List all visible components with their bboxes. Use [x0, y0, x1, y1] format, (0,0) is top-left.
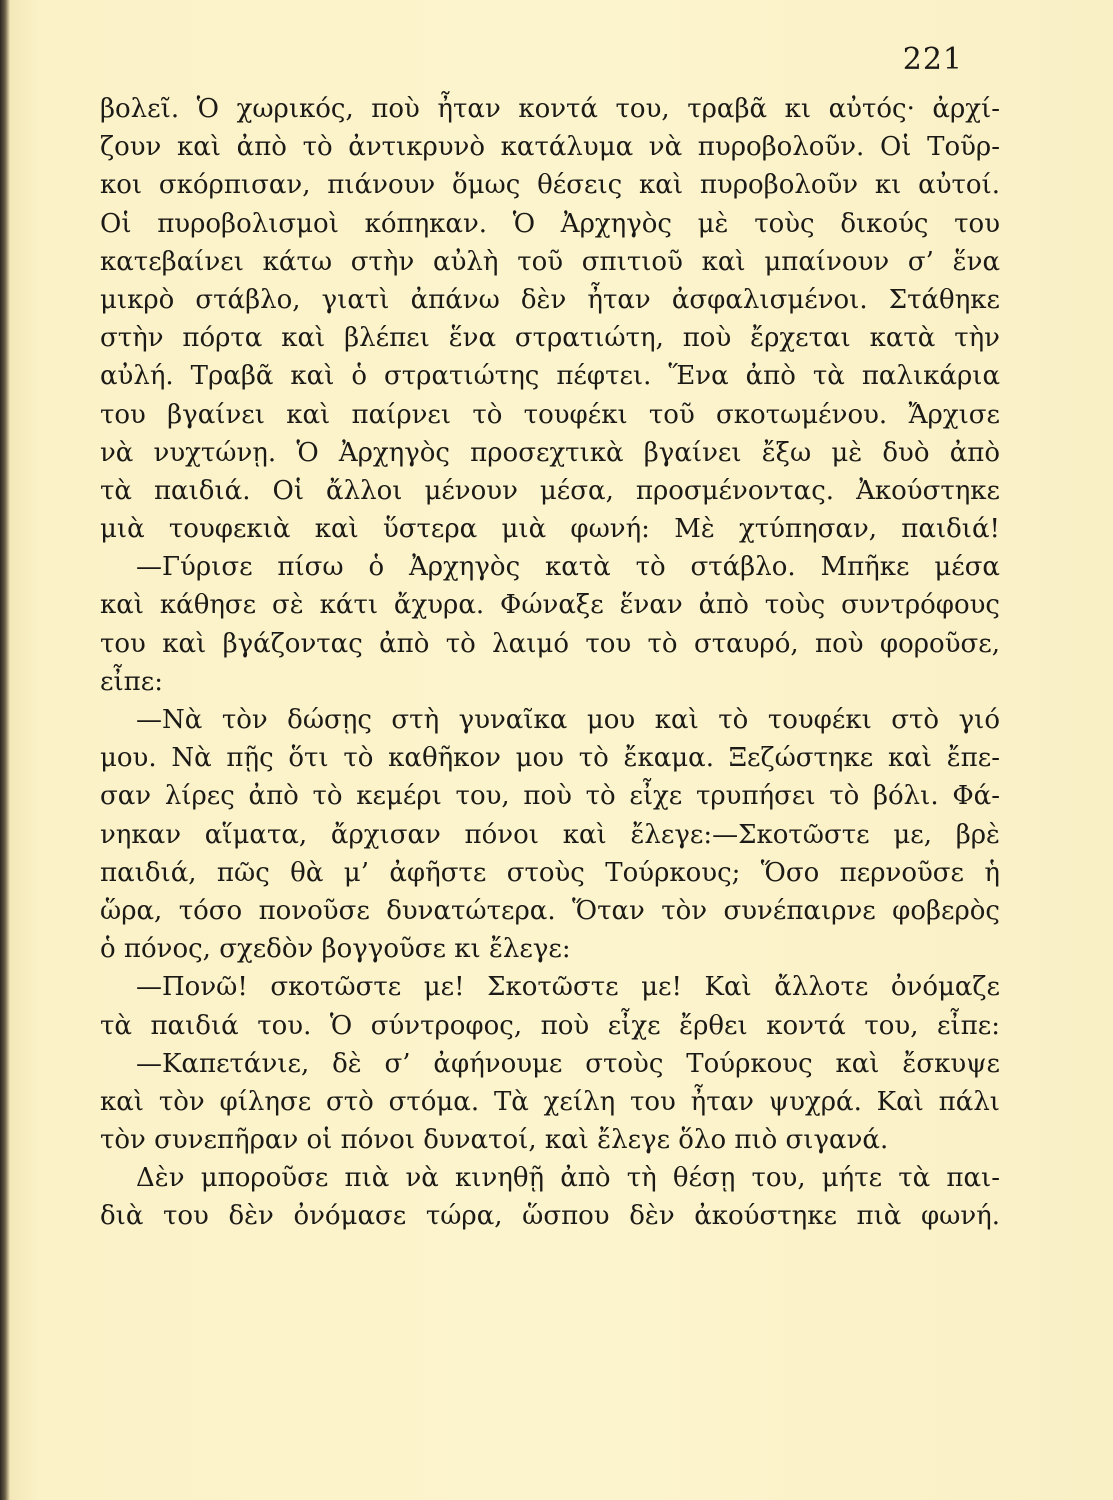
text-line: παιδιά, πῶς θὰ μ’ ἀφῆστε στοὺς Τούρκους; Ὅσο περνοῦσε ἡ	[100, 857, 1000, 888]
text-line: τὸν συνεπῆραν οἱ πόνοι δυνατοί, καὶ ἔλεγε ὅλο πιὸ σιγανά.	[100, 1125, 889, 1156]
text-line: Οἱ πυροβολισμοὶ κόπηκαν. Ὁ Ἀρχηγὸς μὲ τοὺς δικούς του	[100, 208, 1000, 239]
text-line: εἶπε:	[100, 666, 163, 697]
text-line: του βγαίνει καὶ παίρνει τὸ τουφέκι τοῦ σκοτωμένου. Ἄρχισε	[100, 399, 1000, 430]
text-line: —Γύρισε πίσω ὁ Ἀρχηγὸς κατὰ τὸ στάβλο. Μπῆκε μέσα	[136, 552, 1000, 583]
body-text	[100, 90, 1000, 1236]
text-line: του καὶ βγάζοντας ἀπὸ τὸ λαιμό του τὸ σταυρό, ποὺ φοροῦσε,	[100, 628, 1000, 659]
text-line: βολεῖ. Ὁ χωρικός, ποὺ ἦταν κοντά του, τραβᾶ κι αὐτός· ἀρχί-	[100, 94, 1000, 124]
text-line: ὥρα, τόσο πονοῦσε δυνατώτερα. Ὅταν τὸν συνέπαιρνε φοβερὸς	[100, 895, 1000, 926]
text-line: σαν λίρες ἀπὸ τὸ κεμέρι του, ποὺ τὸ εἶχε τρυπήσει τὸ βόλι. Φά-	[100, 781, 1000, 812]
text-line: τὰ παιδιά. Οἱ ἄλλοι μένουν μέσα, προσμένοντας. Ἀκούστηκε	[100, 475, 1000, 506]
text-line: τὰ παιδιά του. Ὁ σύντροφος, ποὺ εἶχε ἔρθει κοντά του, εἶπε:	[100, 1010, 1000, 1041]
text-line: μιὰ τουφεκιὰ καὶ ὕστερα μιὰ φωνή: Μὲ χτύπησαν, παιδιά!	[100, 514, 1000, 545]
text-line: διὰ του δὲν ὀνόμασε τώρα, ὥσπου δὲν ἀκούστηκε πιὰ φωνή.	[100, 1201, 1000, 1232]
page-binding-edge	[0, 0, 10, 1500]
text-line: μου. Νὰ πῇς ὅτι τὸ καθῆκον μου τὸ ἔκαμα. Ξεζώστηκε καὶ ἔπε-	[100, 743, 1000, 774]
text-line: ζουν καὶ ἀπὸ τὸ ἀντικρυνὸ κατάλυμα νὰ πυροβολοῦν. Οἱ Τοῦρ-	[100, 132, 1000, 163]
text-line: μικρὸ στάβλο, γιατὶ ἀπάνω δὲν ἦταν ἀσφαλισμένοι. Στάθηκε	[100, 284, 1000, 315]
text-line: αὐλή. Τραβᾶ καὶ ὁ στρατιώτης πέφτει. Ἕνα ἀπὸ τὰ παλικάρια	[100, 361, 1000, 392]
text-line: ὁ πόνος, σχεδὸν βογγοῦσε κι ἔλεγε:	[100, 934, 571, 965]
page-number: 221	[902, 42, 963, 77]
text-line: κατεβαίνει κάτω στὴν αὐλὴ τοῦ σπιτιοῦ καὶ μπαίνουν σ’ ἕνα	[100, 246, 1000, 277]
text-line: νηκαν αἵματα, ἄρχισαν πόνοι καὶ ἔλεγε:—Σκοτῶστε με, βρὲ	[100, 819, 1000, 850]
text-line: —Πονῶ! σκοτῶστε με! Σκοτῶστε με! Καὶ ἄλλοτε ὀνόμαζε	[136, 972, 1000, 1003]
text-line: καὶ κάθησε σὲ κάτι ἄχυρα. Φώναξε ἕναν ἀπὸ τοὺς συντρόφους	[100, 590, 1000, 621]
text-line: νὰ νυχτώνῃ. Ὁ Ἀρχηγὸς προσεχτικὰ βγαίνει ἔξω μὲ δυὸ ἀπὸ	[100, 437, 1000, 468]
text-line: καὶ τὸν φίλησε στὸ στόμα. Τὰ χείλη του ἦταν ψυχρά. Καὶ πάλι	[100, 1086, 1000, 1117]
text-line: Δὲν μποροῦσε πιὰ νὰ κινηθῇ ἀπὸ τὴ θέσῃ του, μήτε τὰ παι-	[136, 1163, 1000, 1194]
text-line: στὴν πόρτα καὶ βλέπει ἕνα στρατιώτη, ποὺ ἔρχεται κατὰ τὴν	[100, 323, 1000, 354]
text-line: κοι σκόρπισαν, πιάνουν ὅμως θέσεις καὶ πυροβολοῦν κι αὐτοί.	[100, 170, 1000, 201]
text-line: —Νὰ τὸν δώσῃς στὴ γυναῖκα μου καὶ τὸ τουφέκι στὸ γιό	[136, 705, 1000, 735]
text-line: —Καπετάνιε, δὲ σ’ ἀφήνουμε στοὺς Τούρκους καὶ ἔσκυψε	[136, 1048, 1000, 1079]
